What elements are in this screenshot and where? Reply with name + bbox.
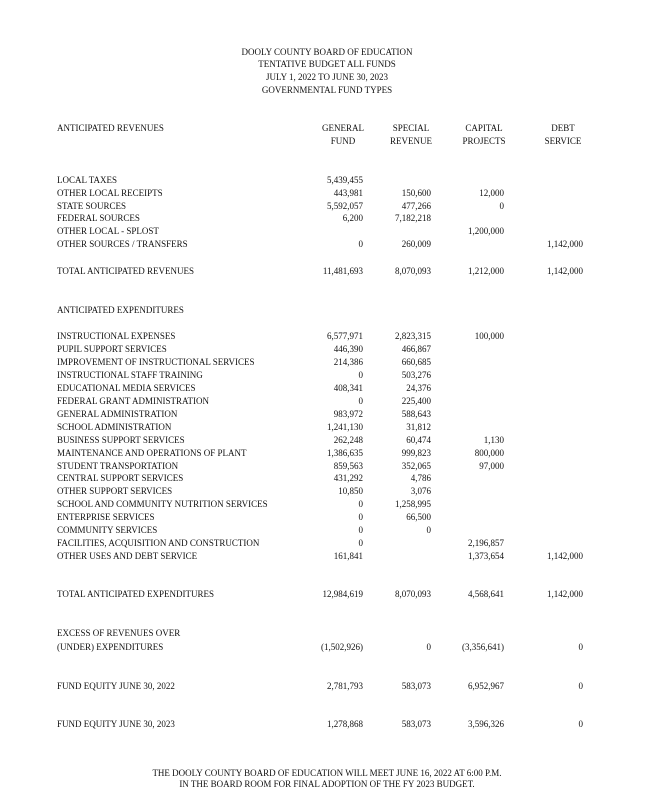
expenditure-row-value: 31,812 [406, 421, 431, 432]
excess-value: 0 [578, 642, 583, 652]
expenditure-row-value: 800,000 [474, 447, 504, 458]
total-expenditures-row-value: 4,568,641 [468, 589, 504, 599]
expenditure-row-value: 97,000 [479, 460, 504, 471]
revenue-row-value: 0 [358, 239, 363, 249]
expenditure-row-value: 1,373,654 [468, 551, 504, 562]
fund-equity-2023-row-value: 0 [578, 719, 583, 729]
revenue-row-value: 5,592,057 [327, 200, 363, 211]
expenditure-row-value: 262,248 [333, 434, 363, 445]
expenditure-row-value: 999,823 [401, 447, 431, 458]
revenue-row-value: 1,142,000 [547, 239, 583, 249]
expenditure-row-value: 1,142,000 [547, 551, 583, 562]
total-revenues-row-label: TOTAL ANTICIPATED REVENUES [57, 266, 194, 276]
column-header: REVENUE [390, 136, 432, 146]
excess-label: EXCESS OF REVENUES OVER [57, 628, 181, 638]
fund-equity-2022-row-value: 2,781,793 [327, 681, 363, 691]
expenditure-row-label: INSTRUCTIONAL STAFF TRAINING [57, 369, 203, 380]
expenditure-row-value: 466,867 [401, 343, 431, 354]
total-expenditures-row-value: 8,070,093 [395, 589, 431, 599]
expenditure-row-value: 983,972 [333, 408, 363, 419]
revenue-row-value: 5,439,455 [327, 175, 363, 185]
expenditure-row-value: 0 [358, 395, 363, 406]
expenditure-row-value: 588,643 [401, 408, 431, 419]
expenditure-row-value: 2,196,857 [468, 538, 504, 549]
column-header: CAPITAL [465, 123, 503, 133]
total-revenues-row-value: 1,212,000 [468, 266, 504, 276]
expenditure-row-label: ENTERPRISE SERVICES [57, 512, 155, 523]
revenue-row-value: 1,200,000 [468, 226, 504, 237]
header-line: GOVERNMENTAL FUND TYPES [261, 85, 393, 95]
expenditure-row-value: 431,292 [333, 473, 363, 484]
expenditure-row-value: 6,577,971 [327, 331, 363, 341]
expenditure-row-label: FEDERAL GRANT ADMINISTRATION [57, 395, 210, 406]
expenditure-row-value: 214,386 [333, 356, 363, 367]
revenue-row-label: LOCAL TAXES [57, 175, 118, 185]
expenditure-row-value: 24,376 [406, 382, 431, 393]
fund-equity-2022-row-label: FUND EQUITY JUNE 30, 2022 [57, 681, 175, 691]
fund-equity-2023-row-value: 1,278,868 [327, 719, 363, 729]
expenditure-row-label: FACILITIES, ACQUISITION AND CONSTRUCTION [57, 538, 260, 549]
revenue-row-value: 0 [499, 200, 504, 211]
column-header: SERVICE [544, 136, 582, 146]
column-header: FUND [330, 136, 356, 146]
expenditure-row-value: 1,258,995 [395, 499, 431, 510]
revenue-row-value: 7,182,218 [395, 213, 431, 224]
expenditure-row-value: 352,065 [401, 460, 431, 471]
expenditure-row-value: 66,500 [406, 512, 431, 523]
expenditure-row-value: 3,076 [410, 486, 431, 497]
expenditure-row-value: 0 [358, 525, 363, 536]
excess-value: (1,502,926) [321, 642, 363, 652]
excess-value: 0 [426, 642, 431, 652]
expenditure-row-label: INSTRUCTIONAL EXPENSES [57, 331, 176, 341]
expenditure-row-value: 0 [358, 369, 363, 380]
expenditure-row-value: 0 [358, 499, 363, 510]
expenditure-row-value: 100,000 [474, 331, 504, 341]
expenditure-row-value: 0 [426, 525, 431, 536]
expenditure-row-label: COMMUNITY SERVICES [57, 525, 158, 536]
excess-value: (3,356,641) [462, 642, 504, 652]
expenditure-row-label: PUPIL SUPPORT SERVICES [57, 343, 167, 354]
expenditure-row-label: GENERAL ADMINISTRATION [57, 408, 178, 419]
fund-equity-2022-row-value: 583,073 [401, 681, 431, 691]
column-header: DEBT [551, 123, 575, 133]
fund-equity-2023-row-label: FUND EQUITY JUNE 30, 2023 [57, 719, 175, 729]
expenditure-row-value: 4,786 [410, 473, 431, 484]
fund-equity-2023-row-value: 583,073 [401, 719, 431, 729]
total-revenues-row-value: 11,481,693 [322, 266, 363, 276]
revenue-row-label: OTHER SOURCES / TRANSFERS [57, 239, 188, 249]
revenue-row-value: 443,981 [333, 187, 363, 198]
total-expenditures-row-value: 12,984,619 [322, 589, 363, 599]
expenditure-row-label: BUSINESS SUPPORT SERVICES [57, 434, 185, 445]
revenue-row-label: OTHER LOCAL - SPLOST [57, 226, 159, 237]
footer-line: IN THE BOARD ROOM FOR FINAL ADOPTION OF THE FY 2023 BUDGET. [179, 779, 475, 789]
revenue-row-value: 12,000 [479, 187, 504, 198]
footer-line: THE DOOLY COUNTY BOARD OF EDUCATION WILL MEET JUNE 16, 2022 AT 6:00 P.M. [152, 768, 502, 778]
section-heading: ANTICIPATED EXPENDITURES [57, 305, 184, 315]
expenditure-row-label: OTHER USES AND DEBT SERVICE [57, 551, 198, 562]
expenditure-row-value: 10,850 [338, 486, 363, 497]
header-line: TENTATIVE BUDGET ALL FUNDS [258, 59, 396, 69]
total-revenues-row-value: 8,070,093 [395, 266, 431, 276]
expenditure-row-value: 503,276 [401, 369, 431, 380]
expenditure-row-value: 1,386,635 [327, 447, 363, 458]
revenue-row-value: 150,600 [401, 187, 431, 198]
expenditure-row-value: 0 [358, 538, 363, 549]
header-line: DOOLY COUNTY BOARD OF EDUCATION [241, 47, 413, 57]
total-expenditures-row-value: 1,142,000 [547, 589, 583, 599]
revenue-row-value: 6,200 [342, 213, 363, 224]
column-header: SPECIAL [392, 123, 430, 133]
fund-equity-2022-row-value: 6,952,967 [468, 681, 504, 691]
total-expenditures-row-label: TOTAL ANTICIPATED EXPENDITURES [57, 589, 214, 599]
expenditure-row-value: 1,130 [483, 434, 504, 445]
expenditure-row-label: CENTRAL SUPPORT SERVICES [57, 473, 184, 484]
header-line: JULY 1, 2022 TO JUNE 30, 2023 [266, 72, 388, 82]
total-revenues-row-value: 1,142,000 [547, 266, 583, 276]
expenditure-row-label: IMPROVEMENT OF INSTRUCTIONAL SERVICES [57, 356, 255, 367]
expenditure-row-value: 408,341 [333, 382, 363, 393]
section-heading: ANTICIPATED REVENUES [57, 123, 164, 133]
expenditure-row-value: 1,241,130 [327, 421, 363, 432]
revenue-row-label: FEDERAL SOURCES [57, 213, 140, 224]
expenditure-row-value: 859,563 [333, 460, 363, 471]
expenditure-row-value: 0 [358, 512, 363, 523]
expenditure-row-value: 446,390 [333, 343, 363, 354]
expenditure-row-label: STUDENT TRANSPORTATION [57, 460, 179, 471]
column-header: GENERAL [322, 123, 364, 133]
expenditure-row-label: SCHOOL AND COMMUNITY NUTRITION SERVICES [57, 499, 268, 510]
excess-label: (UNDER) EXPENDITURES [57, 642, 164, 652]
fund-equity-2022-row-value: 0 [578, 681, 583, 691]
expenditure-row-value: 660,685 [401, 356, 431, 367]
revenue-row-value: 260,009 [401, 239, 431, 249]
revenue-row-value: 477,266 [401, 200, 431, 211]
revenue-row-label: STATE SOURCES [57, 200, 127, 211]
expenditure-row-value: 60,474 [406, 434, 431, 445]
column-header: PROJECTS [462, 136, 506, 146]
expenditure-row-label: OTHER SUPPORT SERVICES [57, 486, 173, 497]
expenditure-row-label: SCHOOL ADMINISTRATION [57, 421, 172, 432]
expenditure-row-value: 2,823,315 [395, 331, 431, 341]
expenditure-row-value: 225,400 [401, 395, 431, 406]
revenue-row-label: OTHER LOCAL RECEIPTS [57, 187, 163, 198]
expenditure-row-label: EDUCATIONAL MEDIA SERVICES [57, 382, 196, 393]
fund-equity-2023-row-value: 3,596,326 [468, 719, 504, 729]
expenditure-row-value: 161,841 [333, 551, 363, 562]
expenditure-row-label: MAINTENANCE AND OPERATIONS OF PLANT [57, 447, 247, 458]
